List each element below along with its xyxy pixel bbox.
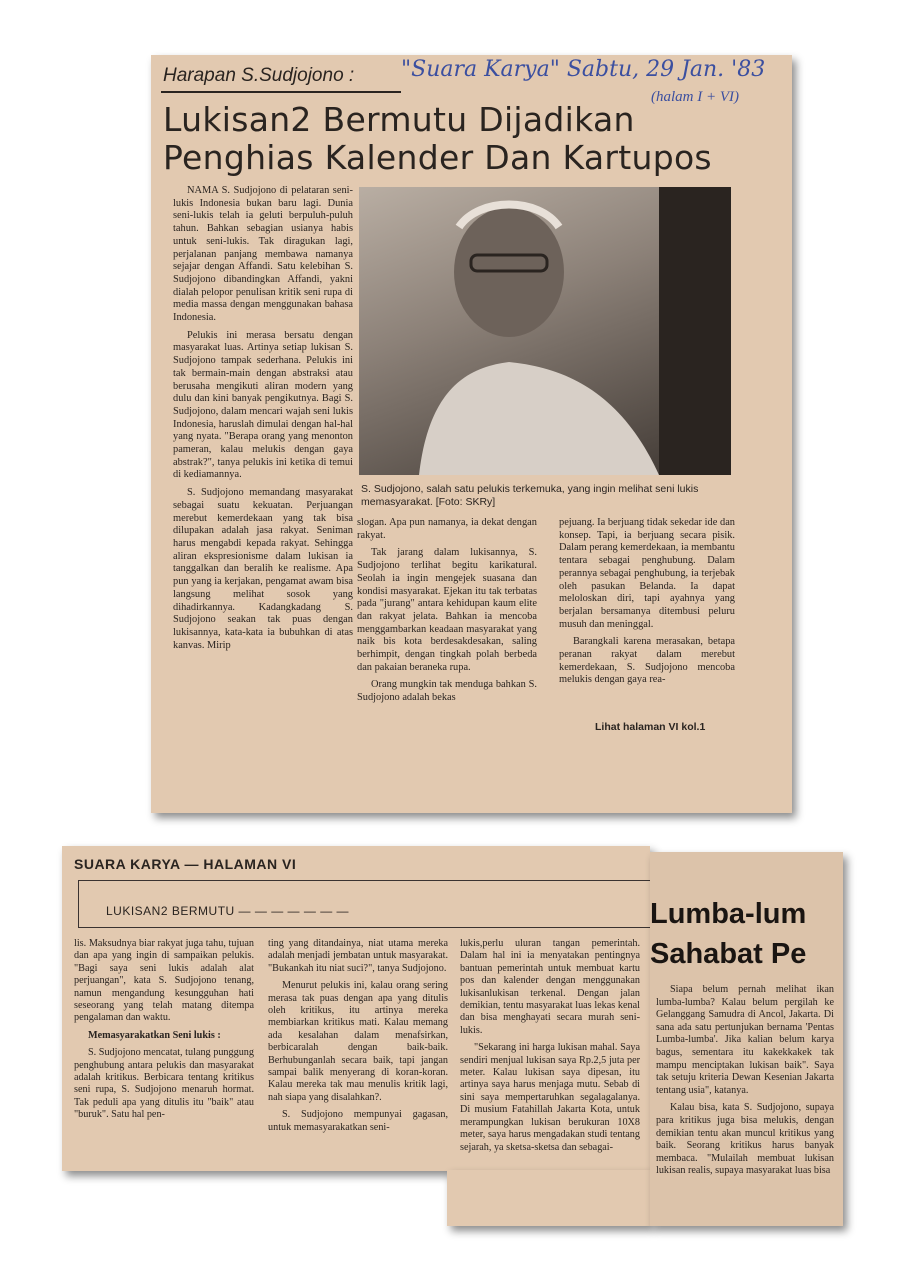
paragraph: lukis,perlu uluran tangan pemerintah. Dalam hal ini ia menyatakan pentingnya bantuan pemerintah untuk membuat kartu pos dan kalender dengan menggunakan lukisanlukisan terkenal. Dengan jalan demikian, tentu masyarakat luas lekas kenal dan bisa menghayati secara murah seni-lukis. [460,938,640,1036]
clipping-page-six [62,846,650,1171]
headline-line-2: Penghias Kalender Dan Kartupos [163,138,712,177]
clipping-lumba-lumba [650,852,843,1226]
portrait-photo [359,187,731,475]
paragraph: "Sekarang ini harga lukisan mahal. Saya sendiri menjual lukisan saya Rp.2,5 juta per meter. Kalau lukisan saya dipesan, itu artinya saya harus menjaga mutu. Sebab di sini saya mempertaruhkan segalagalanya. Di musium Fatahillah Jakarta Kota, untuk merampungkan lukisan berukuran 10X8 meter, saya harus mengadakan studi tentang sejarah, ya sketsa-sketsa dan sebagai- [460,1042,640,1153]
photo-caption: S. Sudjojono, salah satu pelukis terkemuka, yang ingin melihat seni lukis memasyarakat. [Foto: SKRy] [361,483,699,508]
kicker-underline [161,91,401,93]
lumba-column [656,984,834,1183]
clipping-front-page [151,55,792,813]
headline-line-1: Lukisan2 Bermutu Dijadikan [163,100,635,139]
paragraph: Orang mungkin tak menduga bahkan S. Sudjojono adalah bekas [357,679,537,704]
paragraph: Kalau bisa, kata S. Sudjojono, supaya para kritikus juga bisa melukis, dengan demikian tentu akan muncul kritikus yang baik. Seorang kritikus harus banyak membaca. "Mulailah membuat lukisan lukisan realis, supaya masyarakat luas bisa [656,1102,834,1177]
article-column-2 [357,517,537,710]
continued-column-3 [460,938,640,1159]
continued-reference: Lihat halaman VI kol.1 [595,721,706,733]
kicker: Harapan S.Sudjojono : [163,65,355,86]
lumba-title-line-2: Sahabat Pe [650,938,807,970]
paragraph: ting yang ditandainya, niat utama mereka adalah menjadi jembatan untuk masyarakat. "Bukankah itu niat suci?", tanya Sudjojono. [268,938,448,974]
headline [163,101,773,177]
article-column-3 [559,517,735,692]
paragraph: Menurut pelukis ini, kalau orang sering merasa tak puas dengan apa yang ditulis oleh kritikus, itu artinya mereka membiarkan kritikus mati. Kalau memang ada kesalahan dalam menafsirkan, berbicaralah dengan baik-baik. Berhubunganlah secara baik, tapi jangan sampai balik menyerang di koran-koran. Kalau mereka tak mau menulis kritik lagi, nah siapa yang disalahkan?. [268,980,448,1103]
paragraph: slogan. Apa pun namanya, ia dekat dengan rakyat. [357,517,537,541]
handwritten-note-page: (halam I + VI) [651,89,740,105]
handwritten-note: "Suara Karya" Sabtu, 29 Jan. '83 [401,57,766,82]
paragraph: S. Sudjojono mencatat, tulang punggung penghubung antara pelukis dan masyarakat adalah kritikus. Berbicara tentang kritikus seni rupa, S. Sudjojono menaruh hormat. Tak peduli apa yang ditulis itu "baik" atau "buruk". Satu hal pen- [74,1047,254,1121]
paragraph: NAMA S. Sudjojono di pelataran seni-lukis Indonesia bukan baru lagi. Dunia seni-lukis telah ia geluti berpuluh-puluh tahun. Bahkan sebagian usianya habis untuk seni-lukis. Tak diragukan lagi, perjalanan panjang membawa namanya sejajar dengan Affandi. Satu kelebihan S. Sudjojono dibandingkan Affandi, yakni dialah pelopor penulisan kritik seni rupa di media massa dengan menggunakan bahasa Indonesia. [173,185,353,324]
paragraph: lis. Maksudnya biar rakyat juga tahu, tujuan dan apa yang ingin di sampaikan pelukis. "Bagi saya seni lukis adalah alat perjuangan", kata S. Sudjojono tenang, namun mengandung kesungguhan hati seseorang yang telah matang ditempa pengalaman dan waktu. [74,938,254,1024]
subheading: Memasyarakatkan Seni lukis : [88,1029,221,1041]
continued-column-1 [74,938,254,1127]
lumba-title [650,894,806,974]
paragraph: Tak jarang dalam lukisannya, S. Sudjojono terlihat begitu karikatural. Seolah ia ingin mengejek suasana dan kondisi masyarakat. Ejekan itu tak terbatas pada "jurang" antara kehidupan kaum elite dan rakyat jelata. Bahkan ia mencoba menggambarkan keadaan masyarakat yang naik bis kota berdesakdesakan, saling berhimpit, dengan tingkah polah berbeda dan pakaian beraneka rupa. [357,547,537,673]
paragraph: Siapa belum pernah melihat ikan lumba-lumba? Kalau belum pergilah ke Gelanggang Samudra di Ancol, Jakarta. Di sana ada satu pertunjukan bernama 'Pentas Lumba-lumba'. Jika kalian belum karya bagus, sementara itu kakekkakek tak mampu menciptakan lukisan baik". Saya tak setuju kriteria Dewan Kesenian Jakarta tentang usia", katanya. [656,984,834,1096]
portrait-illustration [359,187,731,475]
page-header: SUARA KARYA — HALAMAN VI [74,856,297,872]
paragraph: Barangkali karena merasakan, betapa peranan rakyat dalam merebut kemerdekaan, S. Sudjojono mencoba melukis dengan gaya rea- [559,636,735,686]
continued-column-2 [268,938,448,1139]
lumba-title-line-1: Lumba-lum [650,898,807,930]
article-column-1 [173,185,353,657]
paragraph: pejuang. Ia berjuang tidak sekedar ide dan konsep. Tapi, ia berjuang secara pisik. Dalam perang kemerdekaan, ia membantu tentara sebagai penghubung. Dalam perannya sebagai penghubung, ia terjebak oleh pasukan Belanda. Ia dapat meloloskan diri, tapi ayahnya yang berjalan bersamanya ditembusi peluru musuh dan meninggal. [559,517,735,630]
clipping-page-six-extension [447,1170,650,1226]
paragraph: S. Sudjojono mempunyai gagasan, untuk memasyarakatkan seni- [268,1109,448,1133]
paragraph: Pelukis ini merasa bersatu dengan masyarakat luas. Artinya setiap lukisan S. Sudjojono tampak sederhana. Pelukis ini tak bermain-main dengan abstraksi atau berusaha mengikuti aliran modern yang dulu dan kini banyak pengikutnya. Bagi S. Sudjojono, dalam mencari wajah seni lukis Indonesia, haruslah dimulai dengan hal-hal yang nyata. "Berapa orang yang menonton pameran, kalau melukis dengan gaya abstrak?", tanya pelukis ini ketika di temui di kediamannya. [173,329,353,481]
section-box-label: LUKISAN2 BERMUTU — — — — — — — [106,904,350,918]
paragraph: S. Sudjojono memandang masyarakat sebagai suatu kekuatan. Perjuangan merebut kemerdekaan yang tak bisa dilupakan adalah jasa rakyat. Seniman harus mengabdi kepada rakyat. Sehingga aliran ekspresionisme dalam lukisan ia tanggalkan dan beralih ke realisme. Apa pun yang ia kerjakan, pengamat awam bisa langsung melihat sosok yang dihadirkannya. Kadangkadang S. Sudjojono seakan tak puas dengan lukisannya, kata-kata ia bubuhkan di atas kanvas. Mirip [173,487,353,651]
